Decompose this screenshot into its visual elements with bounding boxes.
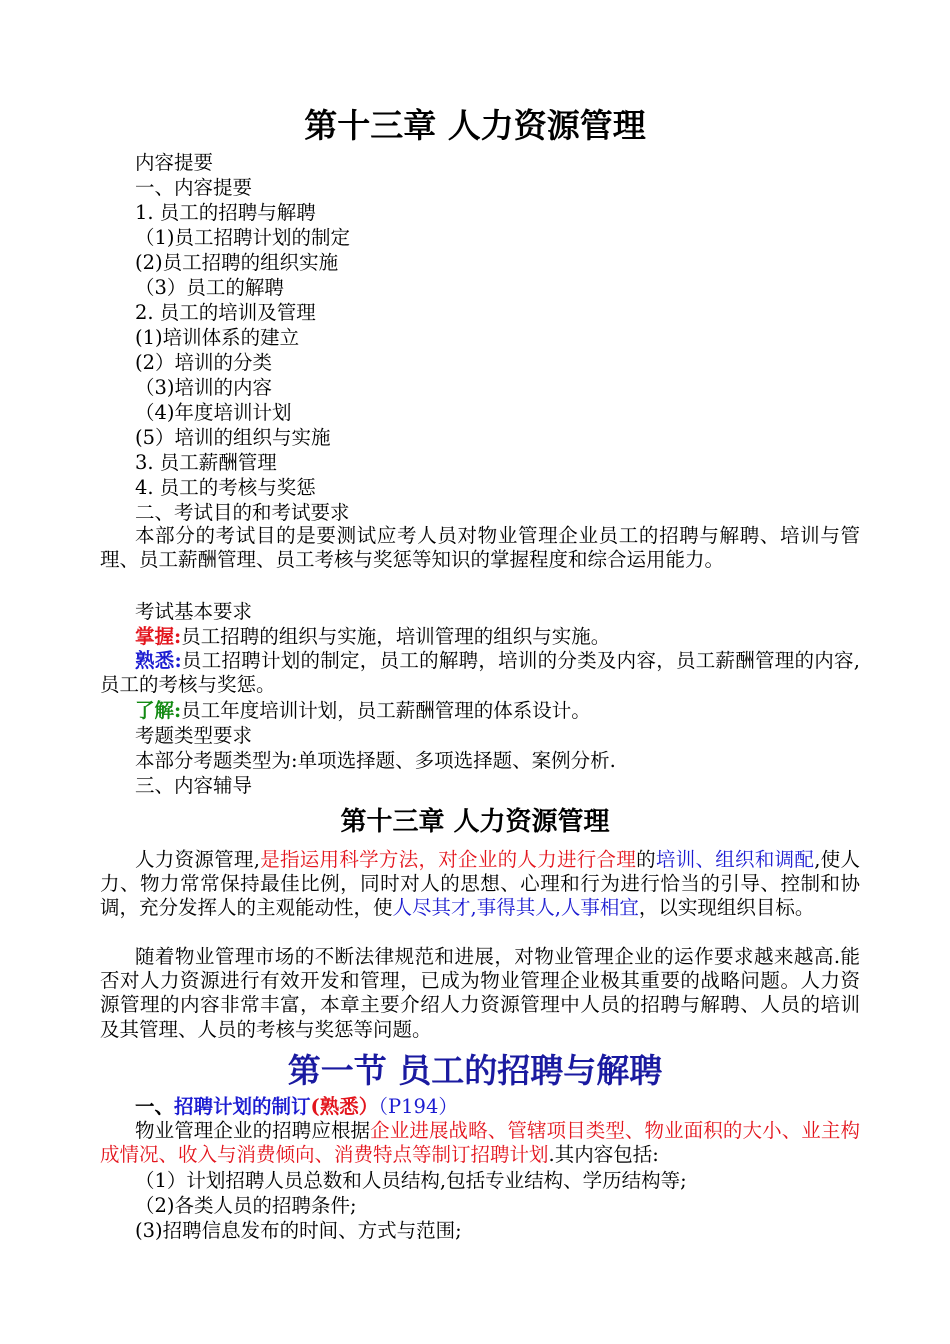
- plan-item: （2)各类人员的招聘条件;: [135, 1194, 357, 1217]
- goal-highlight: 人尽其才,事得其人,人事相宜: [392, 896, 639, 920]
- chapter-title: 第十三章 人力资源管理: [304, 106, 646, 145]
- outline-item: (2）培训的分类: [135, 351, 273, 374]
- outline-section-2: 二、考试目的和考试要求: [135, 501, 350, 524]
- recruitment-paragraph: [100, 1119, 860, 1167]
- intro-paragraph-1: [100, 848, 860, 921]
- intro-text: 的: [636, 848, 656, 871]
- outline-item: (1)培训体系的建立: [135, 326, 300, 349]
- recruitment-text: .其内容包括:: [548, 1143, 659, 1167]
- subsection-level: (熟悉）: [310, 1095, 379, 1118]
- recruitment-basis-highlight: 企业进展战略、管辖项目类型、物业面积的大小、业主构成情况、收入与消费倾向、消费特点等制订招聘计划: [100, 1119, 860, 1167]
- outline-item: 1. 员工的招聘与解聘: [135, 201, 316, 224]
- know-line: [135, 698, 591, 723]
- chapter-title-secondary: 第十三章 人力资源管理: [340, 807, 610, 837]
- master-label: 掌握:: [135, 625, 182, 648]
- training-highlight: 培训、组织和调配: [655, 848, 815, 871]
- definition-highlight: 是指运用科学方法，对企业的人力进行合理: [259, 848, 637, 871]
- types-heading: 考题类型要求: [135, 724, 253, 747]
- intro-paragraph-2: 随着物业管理市场的不断法律规范和进展，对物业管理企业的运作要求越来越高.能否对人力资源进行有效开发和管理，已成为物业管理企业极其重要的战略问题。人力资源管理的内容非常丰富，本章主要介绍人力资源管理中人员的招聘与解聘、人员的培训及其管理、人员的考核与奖惩等问题。: [100, 945, 860, 1041]
- outline-item: 3. 员工薪酬管理: [135, 451, 277, 474]
- outline-item: （3)培训的内容: [135, 376, 273, 399]
- master-text: 员工招聘的组织与实施，培训管理的组织与实施。: [181, 625, 611, 648]
- subsection-page-ref: （P194）: [378, 1095, 458, 1118]
- outline-item: （3）员工的解聘: [135, 276, 284, 299]
- recruitment-text: 物业管理企业的招聘应根据: [135, 1119, 371, 1142]
- know-label: 了解:: [135, 699, 182, 722]
- plan-item: （1）计划招聘人员总数和人员结构,包括专业结构、学历结构等;: [135, 1169, 687, 1192]
- outline-heading: 内容提要: [135, 151, 214, 174]
- know-text: 员工年度培训计划，员工薪酬管理的体系设计。: [181, 699, 591, 722]
- outline-item: 4. 员工的考核与奖惩: [135, 476, 316, 499]
- familiar-paragraph: [100, 649, 860, 697]
- familiar-text: 员工招聘计划的制定，员工的解聘，培训的分类及内容，员工薪酬管理的内容,员工的考核与奖惩。: [100, 649, 860, 697]
- section-title: 第一节 员工的招聘与解聘: [287, 1051, 663, 1090]
- outline-item: （1)员工招聘计划的制定: [135, 226, 351, 249]
- outline-item: (2)员工招聘的组织实施: [135, 251, 339, 274]
- exam-basic-heading: 考试基本要求: [135, 600, 253, 623]
- types-text: 本部分考题类型为:单项选择题、多项选择题、案例分析.: [135, 749, 616, 772]
- exam-purpose-paragraph: 本部分的考试目的是要测试应考人员对物业管理企业员工的招聘与解聘、培训与管理、员工薪酬管理、员工考核与奖惩等知识的掌握程度和综合运用能力。: [100, 524, 860, 572]
- plan-item: (3)招聘信息发布的时间、方式与范围;: [135, 1219, 462, 1242]
- master-line: [135, 624, 610, 649]
- intro-text: 人力资源管理,: [135, 848, 260, 871]
- outline-item: (5）培训的组织与实施: [135, 426, 331, 449]
- outline-section-3: 三、内容辅导: [135, 774, 253, 797]
- intro-text: ，以实现组织目标。: [638, 896, 815, 920]
- intro-text: ,使人力、物力常常保持最佳比例，同时对人的思想、心理和行为进行恰当的引导、控制和协调，充分发挥人的主观能动性，使: [100, 848, 860, 920]
- subsection-heading: [135, 1094, 458, 1119]
- subsection-number: 一、: [135, 1095, 175, 1118]
- subsection-title: 招聘计划的制订: [174, 1095, 311, 1118]
- familiar-label: 熟悉:: [135, 649, 182, 672]
- outline-item: （4)年度培训计划: [135, 401, 292, 424]
- outline-section-1: 一、内容提要: [135, 176, 253, 199]
- outline-item: 2. 员工的培训及管理: [135, 301, 316, 324]
